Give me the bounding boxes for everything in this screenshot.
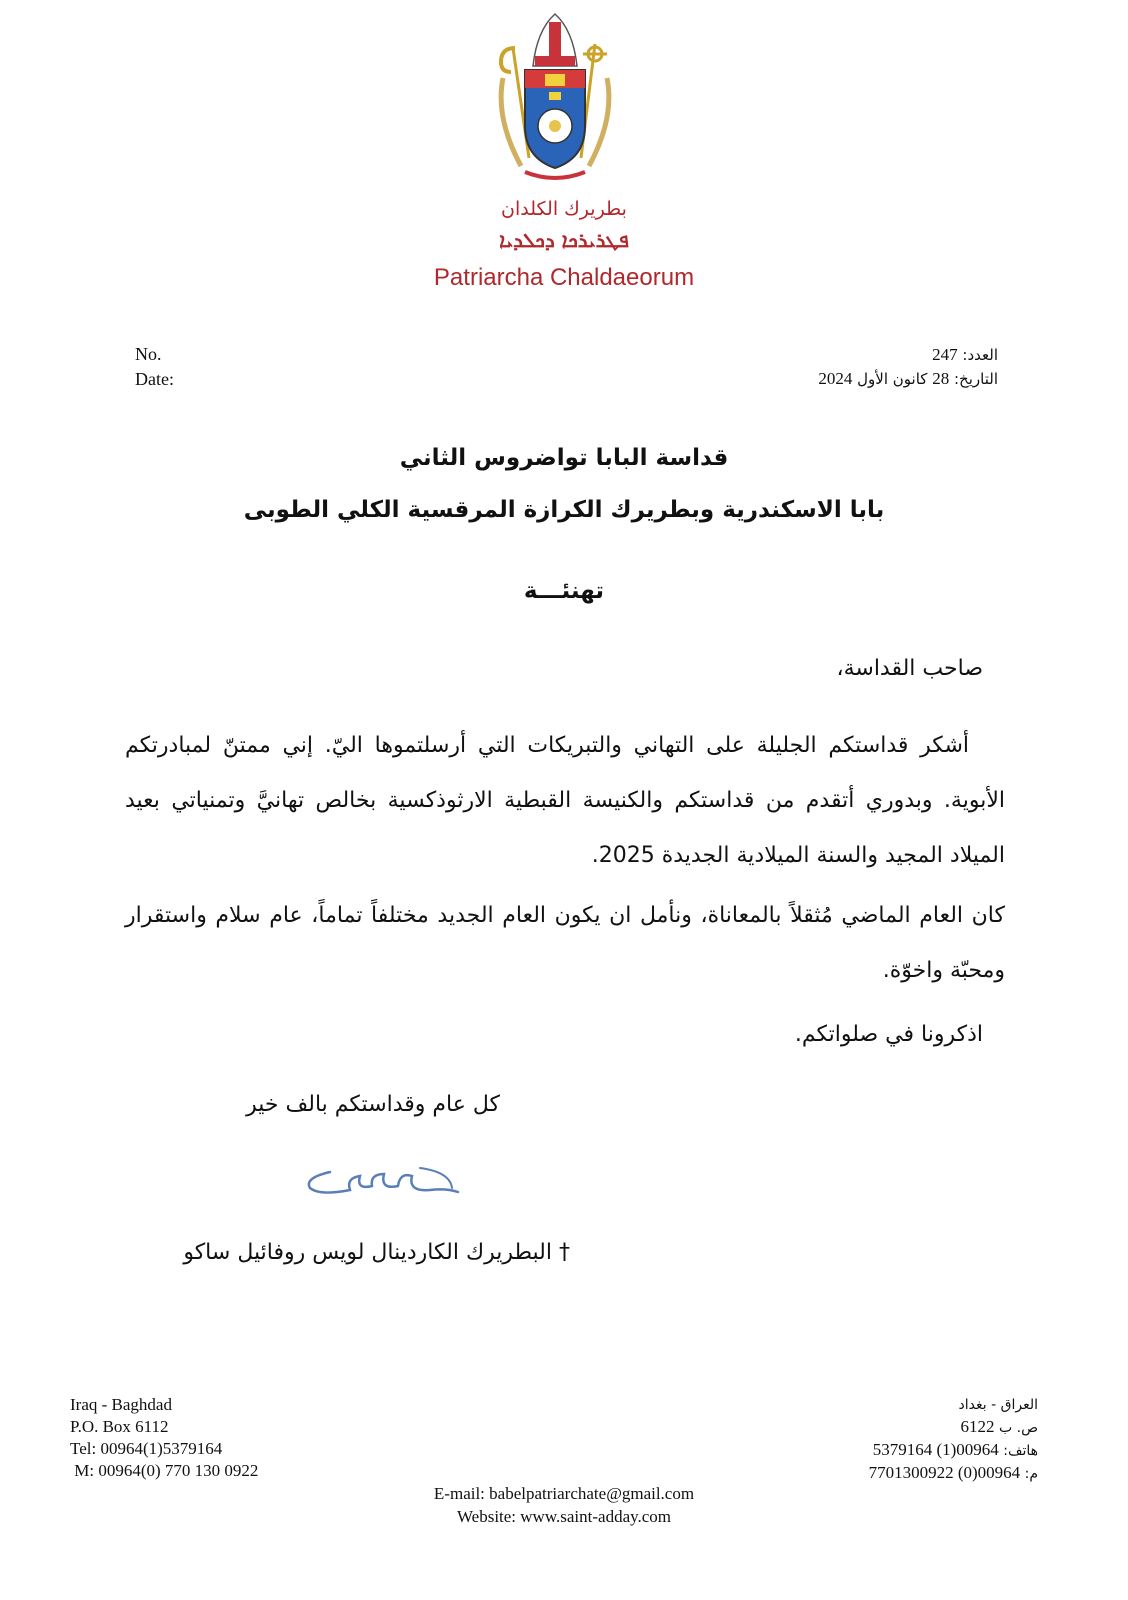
date-label-ar: التاريخ: [954, 370, 998, 388]
footer-ar-tel-label: هاتف: [1003, 1443, 1038, 1459]
footer-website: Website: www.saint-adday.com [456, 1507, 672, 1526]
footer-ar-city: العراق - بغداد [958, 1397, 1038, 1413]
header-latin-name: Patriarcha Chaldaeorum [433, 264, 695, 291]
footer-ar-mobile-value: 00964(0) 7701300922 [868, 1463, 1021, 1482]
footer-ar-mobile [778, 1462, 1038, 1485]
paragraph-thanks: أشكر قداستكم الجليلة على التهاني والتبريكات التي أرسلتموها اليّ. إني ممتنّ لمبادرتكم الأبوية. وبدوري أتقدم من قداستكم والكنيسة القبطية الارثوذكسية بخالص تهانيَّ وتمنياتي بعيد الميلاد المجيد والسنة الميلادية الجديدة 2025. [125, 733, 1005, 868]
date-year: 2024 [818, 369, 853, 388]
footer-contact-en [70, 1394, 258, 1482]
footer-email: E-mail: babelpatriarchate@gmail.com [433, 1484, 695, 1503]
no-value: 247 [932, 345, 958, 364]
footer-en-tel: Tel: 00964(1)5379164 [70, 1439, 223, 1458]
footer-contact-ar [778, 1394, 1038, 1485]
header-syriac-name: ܦܛܪܝܪܟܐ ܕܟܠܕܝܐ [499, 228, 629, 252]
reference-number [698, 345, 998, 365]
footer-en-mobile: M: 00964(0) 770 130 0922 [70, 1461, 259, 1480]
no-label-ar: العدد: [962, 346, 998, 364]
date-day: 28 [932, 369, 950, 388]
footer-ar-tel [778, 1439, 1038, 1462]
footer-en-city: Iraq - Baghdad [70, 1395, 172, 1414]
signature-icon [300, 1152, 470, 1212]
closing-greeting: كل عام وقداستكم بالف خير [246, 1092, 500, 1117]
footer-ar-tel-value: 00964(1) 5379164 [872, 1440, 999, 1459]
paragraph-wishes: كان العام الماضي مُثقلاً بالمعاناة، ونأمل ان يكون العام الجديد مختلفاً تماماً، عام سلام واستقرار ومحبّة واخوّة. [125, 903, 1005, 983]
no-label-en: No. [135, 344, 162, 364]
footer-ar-pobox [778, 1416, 1038, 1439]
footer-ar-pobox-value: 6122 [960, 1417, 995, 1436]
salutation: صاحب القداسة، [836, 656, 983, 681]
document-heading: تهنئـــة [523, 578, 605, 604]
paragraph-prayers: اذكرونا في صلواتكم. [794, 1022, 983, 1047]
coat-of-arms-icon [485, 8, 625, 186]
date-label-en: Date: [135, 369, 174, 389]
footer-ar-pobox-label: ص. ب [998, 1420, 1038, 1436]
recipient-title: قداسة البابا تواضروس الثاني [399, 445, 729, 471]
header-arabic-name: بطريرك الكلدان [501, 198, 627, 220]
signatory-name: † البطريرك الكاردينال لويس روفائيل ساكو [183, 1240, 570, 1265]
date-month: كانون الأول [857, 370, 928, 388]
recipient-subtitle: بابا الاسكندرية وبطريرك الكرازة المرقسية الكلي الطوبى [243, 497, 885, 523]
reference-date [698, 369, 998, 389]
footer-en-pobox: P.O. Box 6112 [70, 1417, 169, 1436]
footer-ar-mobile-label: م: [1024, 1466, 1038, 1482]
